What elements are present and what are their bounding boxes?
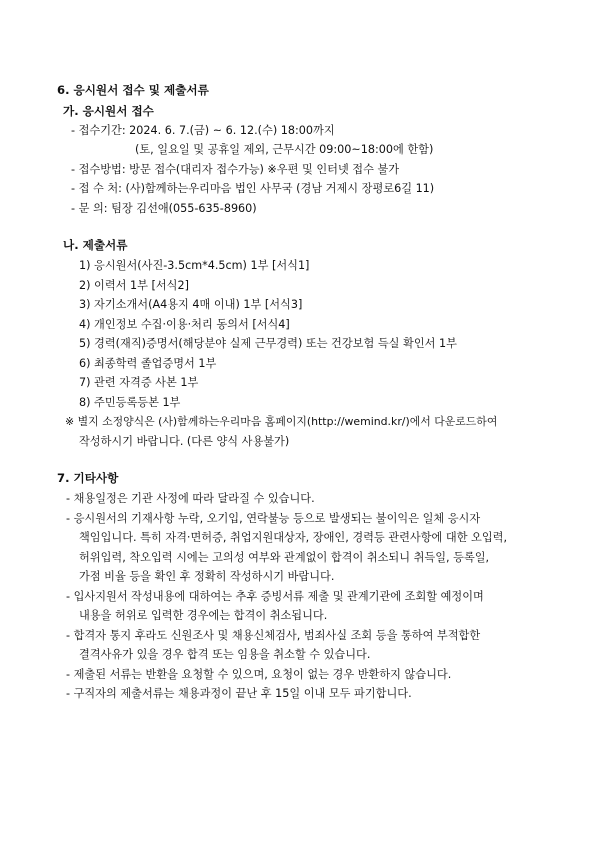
notice-line: 가점 비율 등을 확인 후 정확히 작성하시기 바랍니다.	[79, 570, 335, 583]
document-item: 2) 이력서 1부 [서식2]	[79, 279, 189, 292]
notice-line: - 구직자의 제출서류는 채용과정이 끝난 후 15일 이내 모두 파기합니다.	[66, 687, 412, 700]
notice-line: - 응시원서의 기재사항 누락, 오기입, 연락불능 등으로 발생되는 불이익은 일체 응시자	[66, 512, 481, 525]
document-item: 1) 응시원서(사진-3.5cm*4.5cm) 1부 [서식1]	[79, 259, 310, 272]
subsection-b-title: 나. 제출서류	[63, 238, 128, 252]
section-7-title: 7. 기타사항	[57, 471, 119, 485]
subsection-a-title: 가. 응시원서 접수	[63, 104, 154, 118]
application-period: - 접수기간: 2024. 6. 7.(금) ~ 6. 12.(수) 18:00까지	[71, 124, 335, 137]
notice-line: 내용을 허위로 입력한 경우에는 합격이 취소됩니다.	[79, 609, 328, 622]
notice-line: - 입사지원서 작성내용에 대하여는 추후 증빙서류 제출 및 관계기관에 조회할 예정이며	[66, 590, 484, 603]
inquiry-contact: - 문 의: 팀장 김선애(055-635-8960)	[71, 202, 257, 215]
document-item: 5) 경력(재직)증명서(해당분야 실제 근무경력) 또는 건강보험 득실 확인서 1부	[79, 337, 457, 350]
document-item: 8) 주민등록등본 1부	[79, 396, 181, 409]
notice-line: - 합격자 통지 후라도 신원조사 및 채용신체검사, 범죄사실 조회 등을 통하여 부적합한	[66, 629, 481, 642]
notice-line: 결격사유가 있을 경우 합격 또는 임용을 취소할 수 있습니다.	[79, 648, 371, 661]
document-item: 3) 자기소개서(A4용지 4매 이내) 1부 [서식3]	[79, 298, 303, 311]
document-item: 6) 최종학력 졸업증명서 1부	[79, 357, 217, 370]
document-item: 7) 관련 자격증 사본 1부	[79, 376, 199, 389]
application-place: - 접 수 처: (사)함께하는우리마음 법인 사무국 (경남 거제시 장평로6길 11)	[71, 182, 435, 195]
form-download-note: ※ 별지 소정양식은 (사)함께하는우리마음 홈페이지(http://wemind.kr/)에서 다운로드하여	[65, 415, 498, 428]
application-period-note: (토, 일요일 및 공휴일 제외, 근무시간 09:00~18:00에 한함)	[135, 143, 434, 156]
notice-line: 책임입니다. 특히 자격·면허증, 취업지원대상자, 장애인, 경력등 관련사항에 대한 오입력,	[79, 531, 508, 544]
application-method: - 접수방법: 방문 접수(대리자 접수가능) ※우편 및 인터넷 접수 불가	[71, 163, 400, 176]
notice-line: - 채용일정은 기관 사정에 따라 달라질 수 있습니다.	[66, 492, 315, 505]
section-6-title: 6. 응시원서 접수 및 제출서류	[57, 83, 209, 97]
notice-line: 허위입력, 착오입력 시에는 고의성 여부와 관계없이 합격이 취소되니 취득일, 등록일,	[79, 551, 490, 564]
form-download-note-cont: 작성하시기 바랍니다. (다른 양식 사용불가)	[79, 435, 290, 448]
document-item: 4) 개인정보 수집·이용·처리 동의서 [서식4]	[79, 318, 290, 331]
notice-line: - 제출된 서류는 반환을 요청할 수 있으며, 요청이 없는 경우 반환하지 않습니다.	[66, 668, 452, 681]
